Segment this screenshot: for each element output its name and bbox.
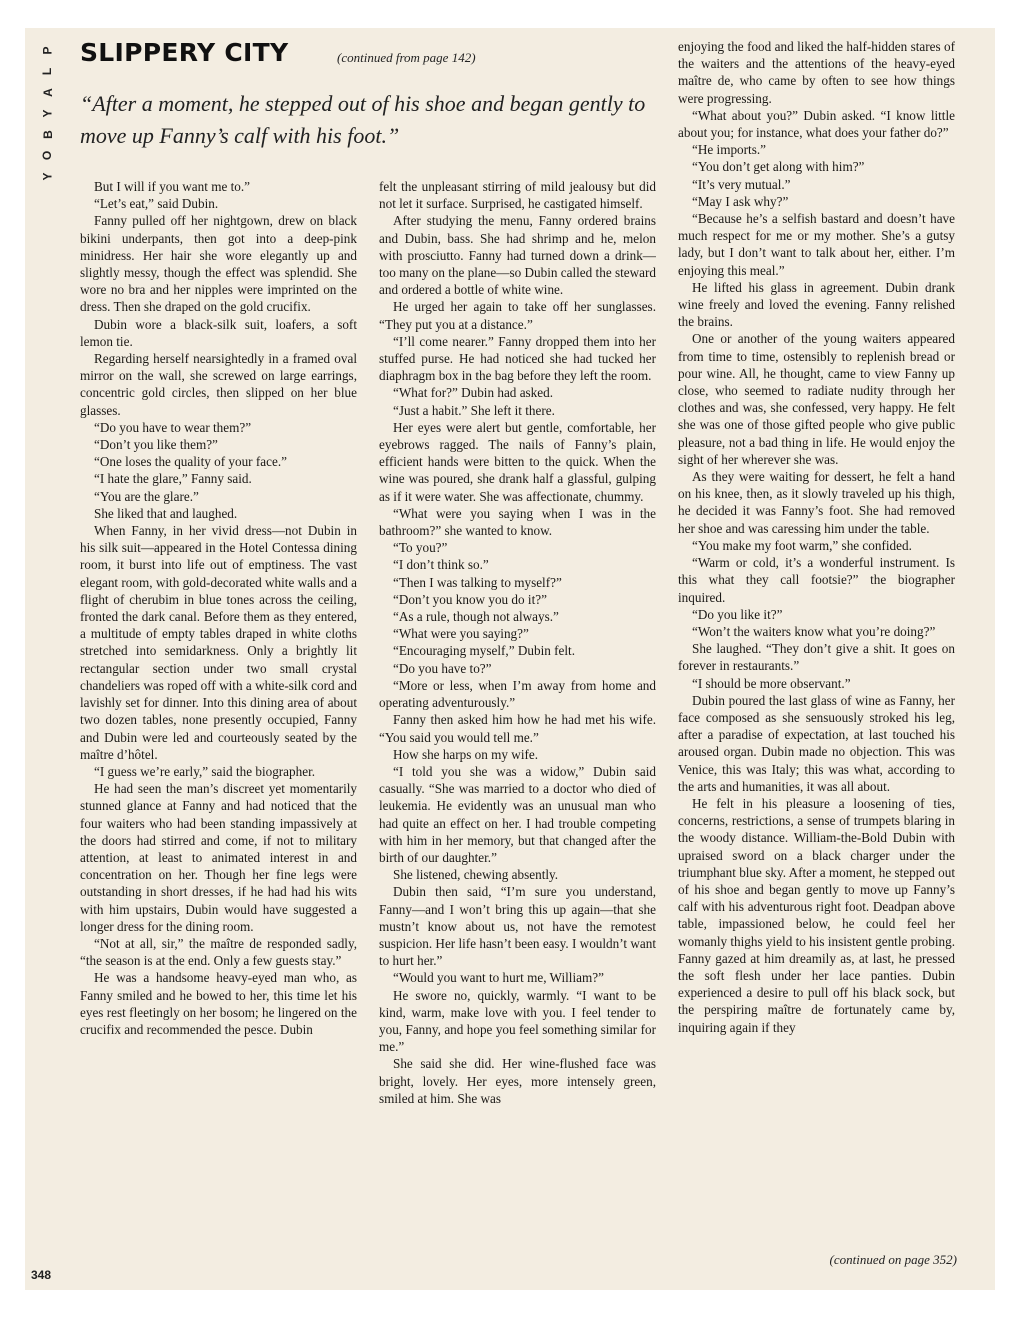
body-paragraph: “I’ll come nearer.” Fanny dropped them into her stuffed purse. He had noticed she had tucked her diaphragm box in the bag before they left the room. xyxy=(379,333,656,384)
continued-on-note: (continued on page 352) xyxy=(829,1252,957,1267)
body-paragraph: “You make my foot warm,” she confided. xyxy=(692,537,912,553)
body-paragraph: She liked that and laughed. xyxy=(94,505,238,521)
body-paragraph: “Warm or cold, it’s a wonderful instrument. Is this what they call footsie?” the biographer inquired. xyxy=(678,555,955,605)
text-column-1 xyxy=(80,178,357,1273)
body-paragraph: “Not at all, sir,” the maître de responded sadly, “the season is at the end. Only a few guests stay.” xyxy=(80,935,357,969)
body-paragraph: “Just a habit.” She left it there. xyxy=(393,402,555,418)
body-paragraph: But I will if you want me to.” xyxy=(94,179,251,194)
body-paragraph: “Because he’s a selfish bastard and doesn’t have much respect for me or my mother. She’s a gutsy lady, but I don’t want to talk about her, either. I’m enjoying this meal.” xyxy=(678,211,955,278)
text-column-2 xyxy=(379,178,656,1273)
body-paragraph: “Encouraging myself,” Dubin felt. xyxy=(393,643,576,659)
body-paragraph: “I told you she was a widow,” Dubin said casually. “She was married to a doctor who died of leukemia. He evidently was an unusual man who had quite an effect on her. I had trouble competing with him in her memory, but that changed after the birth of our daughter.” xyxy=(379,763,656,865)
body-paragraph: One or another of the young waiters appeared from time to time, ostensibly to replenish bread or pour wine. All, he thought, came to view Fanny up close, who seemed to radiate nudity through her clothes and was, she confessed, very happy. He felt she was one of those gifted people who give public pleasure, not a bad thing in life. He would enjoy the sight of her wherever she was. xyxy=(678,331,955,467)
body-paragraph: Dubin wore a black-silk suit, loafers, a soft lemon tie. xyxy=(80,316,357,349)
body-paragraph: “More or less, when I’m away from home and operating adventurously.” xyxy=(379,677,656,711)
body-paragraph: She listened, chewing absently. xyxy=(393,867,559,883)
body-paragraph: She laughed. “They don’t give a shit. It goes on forever in restaurants.” xyxy=(678,641,955,674)
magazine-logo-vertical xyxy=(37,40,59,187)
logo-letter: P xyxy=(40,46,55,55)
body-paragraph: Dubin then said, “I’m sure you understand, Fanny—and I won’t bring this up again—that she mustn’t know about us, not have the remotest suspicion. Her life hasn’t been easy. I wouldn’t want to hurt her.” xyxy=(379,884,656,969)
body-paragraph: “To you?” xyxy=(393,540,448,556)
body-paragraph: “Would you want to hurt me, William?” xyxy=(393,970,604,986)
body-paragraph: “Do you have to?” xyxy=(393,660,492,676)
body-paragraph: How she harps on my wife. xyxy=(393,746,539,762)
pull-quote: “After a moment, he stepped out of his shoe and began gently to move up Fanny’s calf with his foot.” xyxy=(80,91,646,148)
body-paragraph: He lifted his glass in agreement. Dubin drank wine freely and loved the evening. Fanny relished the brains. xyxy=(678,279,955,330)
body-paragraph: She said she did. Her wine-flushed face was bright, lovely. Her eyes, more intensely green, smiled at him. She was xyxy=(379,1056,656,1106)
body-paragraph: “He imports.” xyxy=(692,142,766,158)
page-number: 348 xyxy=(31,1268,52,1282)
body-paragraph: “May I ask why?” xyxy=(692,193,789,209)
body-paragraph: “What for?” Dubin had asked. xyxy=(393,385,554,401)
body-paragraph: “What were you saying?” xyxy=(393,626,529,642)
body-paragraph: “You don’t get along with him?” xyxy=(692,159,865,175)
body-paragraph: “What about you?” Dubin asked. “I know little about you; for instance, what does your father do?” xyxy=(678,107,955,141)
body-paragraph: “Don’t you like them?” xyxy=(94,437,218,453)
body-paragraph: “As a rule, though not always.” xyxy=(393,609,559,625)
body-paragraph: “Do you have to wear them?” xyxy=(94,419,252,435)
body-paragraph: He swore no, quickly, warmly. “I want to be kind, warm, make love with you. I feel tender to you, Fanny, and hope you feel something similar for me.” xyxy=(379,987,656,1055)
body-paragraph: As they were waiting for dessert, he felt a hand on his knee, then, as it slowly traveled up his thigh, he decided it was Fanny’s foot. She had removed her shoe and was caressing him under the table. xyxy=(678,469,955,536)
body-paragraph: “Won’t the waiters know what you’re doing?” xyxy=(692,623,936,639)
body-paragraph: Dubin poured the last glass of wine as Fanny, her face composed as she sensuously stroked his leg, after a paradise of expectation, at last touched his aroused organ. Dubin made no objection. This was Venice, this was Italy; this was what, according to the arts and humanities, it was all about. xyxy=(678,692,955,794)
logo-letter: Y xyxy=(40,109,55,118)
body-paragraph: “I don’t think so.” xyxy=(393,557,489,573)
body-paragraph: Regarding herself nearsightedly in a framed oval mirror on the wall, she screwed on large earrings, concentric gold circles, then slipped on her blue glasses. xyxy=(80,351,357,418)
body-paragraph: “Don’t you know you do it?” xyxy=(393,591,547,607)
magazine-page xyxy=(25,28,995,1290)
logo-letter: A xyxy=(40,88,55,97)
body-paragraph: When Fanny, in her vivid dress—not Dubin in his silk suit—appeared in the Hotel Contessa dining room, it burst into life out of emptiness. The vast elegant room, with gold-decorated white walls and a flight of cherubim in blue tones across the ceiling, fronted the dark canal. Before them as they entered, a multitude of empty tables draped in white cloths stretched into semidarkness. Only a brightly lit rectangular section under two small crystal chandeliers was roped off with a white-silk cord and lavishly set for dinner. Into this dining area of about two dozen tables, none presently occupied, Fanny and Dubin were led and courteously seated by the maître d’hôtel. xyxy=(80,523,357,762)
body-paragraph: After studying the menu, Fanny ordered brains and Dubin, bass. She had shrimp and he, melon with prosciutto. Fanny had turned down a drink—too many on the plane—so Dubin called the steward and ordered a bottle of white wine. xyxy=(379,213,656,298)
logo-letter: Y xyxy=(40,172,55,181)
body-paragraph: Fanny then asked him how he had met his wife. “You said you would tell me.” xyxy=(379,712,656,745)
logo-letter: O xyxy=(40,150,55,161)
body-paragraph: He urged her again to take off her sunglasses. “They put you at a distance.” xyxy=(379,299,656,332)
continued-from-note: (continued from page 142) xyxy=(337,50,476,65)
body-paragraph: “It’s very mutual.” xyxy=(692,176,791,192)
logo-letter: L xyxy=(40,67,55,76)
body-paragraph: Fanny pulled off her nightgown, drew on black bikini underpants, then got into a deep-pink minidress. Her hair she wore elegantly up and slightly messy, though the effect was splendid. She wore no bra and her nipples were imprinted on the dress. Then she draped on the gold crucifix. xyxy=(80,213,357,315)
body-paragraph: felt the unpleasant stirring of mild jealousy but did not let it surface. Surprised, he castigated himself. xyxy=(379,179,656,212)
body-paragraph: “I hate the glare,” Fanny said. xyxy=(94,471,252,487)
body-paragraph: “Do you like it?” xyxy=(692,606,783,622)
logo-letter: B xyxy=(40,130,55,139)
body-paragraph: “I guess we’re early,” said the biographer. xyxy=(94,763,316,779)
body-paragraph: He had seen the man’s discreet yet momentarily stunned glance at Fanny and had noticed that the four waiters who had been standing impassively at the doors had stirred and come, if not to military attention, at least to animated interest in and concentration on her. Though her fine legs were outstanding in short dresses, if he had had his wits with him upstairs, Dubin would have suggested a longer dress for the dining room. xyxy=(80,781,357,934)
body-paragraph: “Then I was talking to myself?” xyxy=(393,574,562,590)
body-paragraph: “What were you saying when I was in the bathroom?” she wanted to know. xyxy=(379,505,656,539)
body-paragraph: “You are the glare.” xyxy=(94,488,199,504)
text-column-3 xyxy=(678,38,955,1273)
article-title: SLIPPERY CITY xyxy=(80,38,289,67)
body-paragraph: He was a handsome heavy-eyed man who, as Fanny smiled and he bowed to her, this time let his eyes rest fleetingly on her bosom; he lingered on the crucifix and recommended the pesce. Dubin xyxy=(80,970,357,1037)
body-paragraph: He felt in his pleasure a loosening of ties, concerns, restrictions, a sense of trumpets blaring in the woody distance. William-the-Bold Dubin with upraised sword on a black charger under the triumphant blue sky. After a moment, he stepped out of his shoe and began gently to move up Fanny’s calf with his adventurous right foot. Deadpan above table, impassioned below, he could feel her womanly thighs yield to his insistent gentle probing. Fanny gazed at him dreamily as, at last, he pressed the soft flesh under her lace panties. Dubin experienced a desire to pull off his black sock, but the perspiring maître de fortunately came by, inquiring again if they xyxy=(678,795,955,1035)
body-paragraph: enjoying the food and liked the half-hidden stares of the waiters and the attentions of the heavy-eyed maître de, who came by often to see how things were progressing. xyxy=(678,39,955,106)
body-paragraph: “Let’s eat,” said Dubin. xyxy=(94,196,219,212)
body-paragraph: Her eyes were alert but gentle, comfortable, her eyebrows ragged. The nails of Fanny’s plain, efficient hands were bitten to the quick. When the wine was poured, she drank half a glassful, gulping as if it were water. She was affectionate, chummy. xyxy=(379,419,656,504)
body-paragraph: “One loses the quality of your face.” xyxy=(94,454,287,470)
body-paragraph: “I should be more observant.” xyxy=(692,675,851,691)
